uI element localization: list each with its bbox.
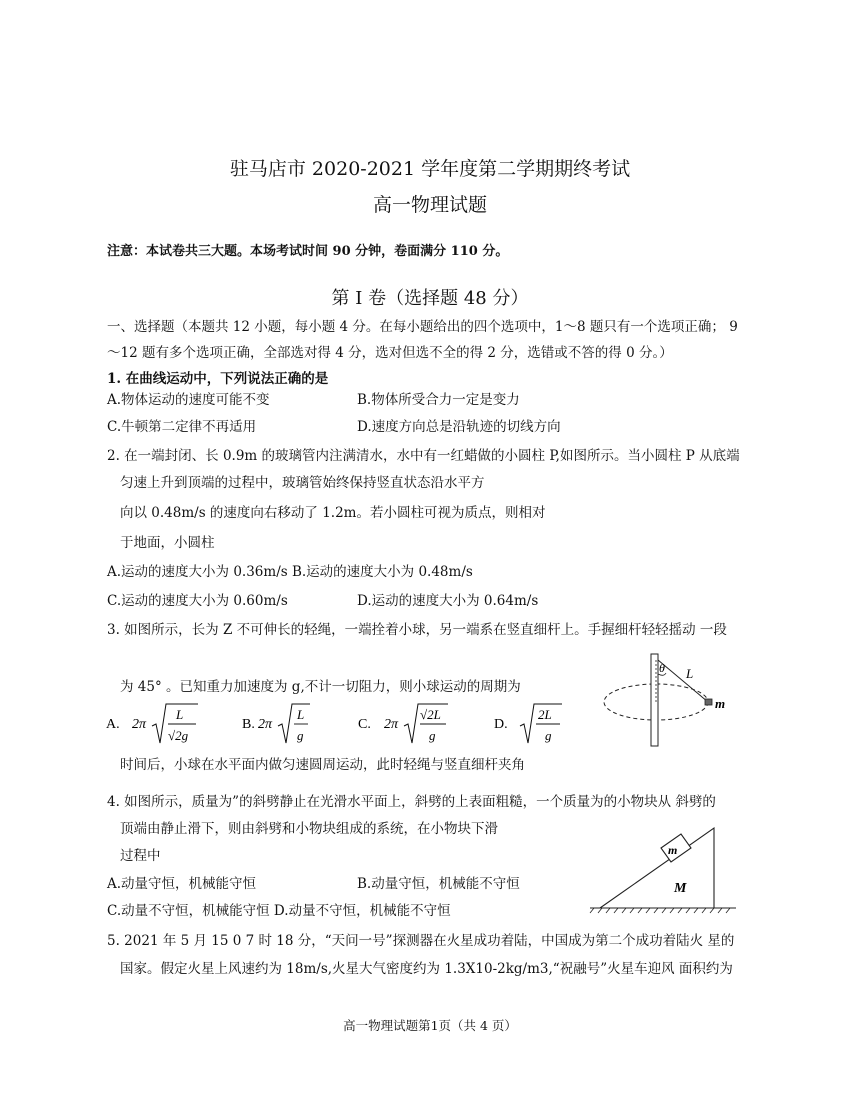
q3-c-numerator: √2L [420,707,441,722]
q2-line-2: 匀速上升到顶端的过程中，玻璃管始终保持竖直状态沿水平方 [120,475,485,491]
q4-line-3: 过程中 [120,848,161,864]
rope-length-label: L [686,666,694,681]
q3-b-numerator: L [297,707,305,722]
q1-option-c: C.牛顿第二定律不再适用 [107,419,257,435]
q2-option-d: D.运动的速度大小为 0.64m/s [357,593,539,609]
q4-option-b: B.动量守恒，机械能不守恒 [357,876,520,892]
q3-line-1: 3. 如图所示，长为 Z 不可伸长的轻绳，一端拴着小球，另一端系在竖直细杆上。手握细杆轻轻摇动 一段 [107,622,727,638]
q3-a-denominator: √2g [168,728,189,743]
ball-mass-label: m [715,696,726,711]
q3-a-two-pi: 2π [132,717,147,732]
q3-b-denominator: g [297,728,304,743]
instructions-line-2: ～12 题有多个选项正确，全部选对得 4 分，选对但选不全的得 2 分，选错或不答的得 0 分。） [107,345,673,361]
instructions-line-1: 一、选择题（本题共 12 小题，每小题 4 分。在每小题给出的四个选项中，1～8 题只有一个选项正确； 9 [107,319,738,335]
q4-option-cd: C.动量不守恒，机械能守恒 D.动量不守恒，机械能不守恒 [107,903,451,919]
wedge-block-figure [588,820,738,915]
q5-line-1: 5. 2021 年 5 月 15 0 7 时 18 分，“天问一号”探测器在火星成功着陆，中国成为第二个成功着陆火 星的 [107,933,735,949]
q1-option-b: B.物体所受合力一定是变力 [357,392,520,408]
q5-line-2: 国家。假定火星上风速约为 18m/s,火星大气密度约为 1.3X10-2kg/m3,“祝融号”火星车迎风 面积约为 [120,961,733,977]
q3-line-2: 为 45° 。已知重力加速度为 g,不计一切阻力，则小球运动的周期为 [120,679,521,695]
exam-note: 注意：本试卷共三大题。本场考试时间 90 分钟，卷面满分 110 分。 [107,244,509,259]
q1-stem: 1. 在曲线运动中，下列说法正确的是 [107,371,329,387]
q3-c-two-pi: 2π [384,717,399,732]
q1-option-a: A.物体运动的速度可能不变 [107,392,270,408]
q1-option-d: D.速度方向总是沿轨迹的切线方向 [357,419,561,435]
q4-line-2: 顶端由静止滑下，则由斜劈和小物块组成的系统，在小物块下滑 [120,821,498,837]
q2-line-3: 向以 0.48m/s 的速度向右移动了 1.2m。若小圆柱可视为质点，则相对 [120,505,546,521]
q3-a-numerator: L [176,707,184,722]
q3-d-denominator: g [545,728,552,743]
q3-b-two-pi: 2π [258,717,273,732]
q3-option-d-label: D. [494,717,508,732]
q3-c-denominator: g [429,728,436,743]
block-mass-label: m [668,843,678,857]
theta-label: θ [659,661,665,675]
q4-option-a: A.动量守恒，机械能守恒 [107,876,257,892]
exam-subtitle: 高一物理试题 [372,194,487,216]
q3-option-b-label: B. [242,717,255,732]
conical-pendulum-figure [598,650,748,750]
q2-line-4: 于地面，小圆柱 [120,535,215,551]
q2-option-ab: A.运动的速度大小为 0.36m/s B.运动的速度大小为 0.48m/s [107,564,473,580]
q2-line-1: 2. 在一端封闭、长 0.9m 的玻璃管内注满清水，水中有一红蜡做的小圆柱 P,如图所示。当小圆柱 P 从底端 [107,448,740,464]
section-title: 第 I 卷（选择题 48 分） [331,288,529,309]
q2-option-c: C.运动的速度大小为 0.60m/s [107,593,288,609]
q3-option-c-label: C. [358,717,371,732]
q3-d-numerator: 2L [538,707,552,722]
exam-title: 驻马店市 2020-2021 学年度第二学期期终考试 [229,158,631,180]
q4-line-1: 4. 如图所示，质量为”的斜劈静止在光滑水平面上，斜劈的上表面粗糙，一个质量为的小物块从 斜劈的 [107,794,716,810]
q3-line-3: 时间后，小球在水平面内做匀速圆周运动，此时轻绳与竖直细杆夹角 [120,757,525,773]
wedge-mass-label: M [674,881,687,896]
page-footer: 高一物理试题第1页（共 4 页） [343,1018,517,1033]
q3-option-a-label: A. [106,717,120,732]
q3-options-formulas [100,698,570,752]
